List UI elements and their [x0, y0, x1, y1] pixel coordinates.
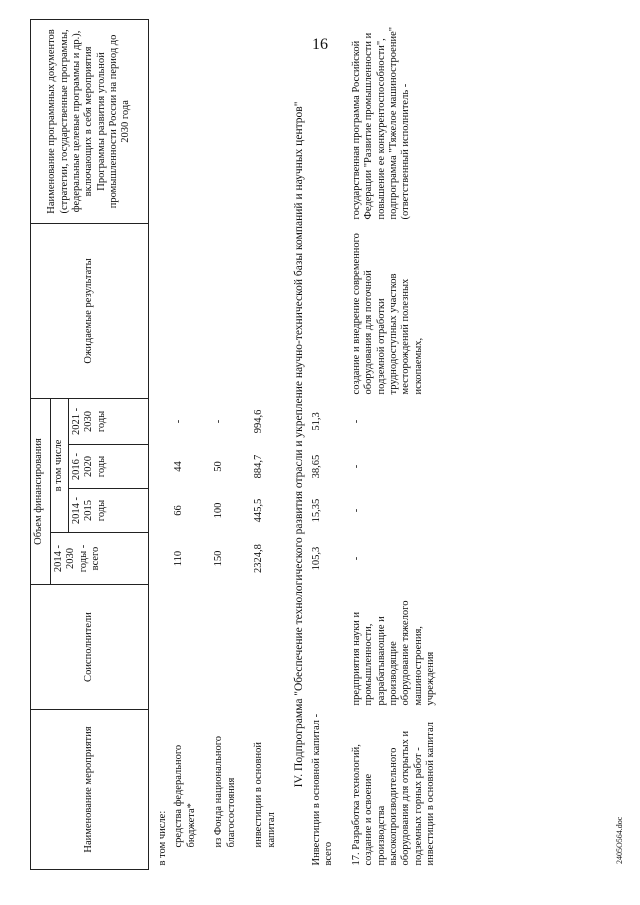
cell-p3: 994,6 — [253, 409, 265, 434]
table-row — [309, 19, 349, 869]
page-number: 16 — [312, 36, 328, 53]
rotated-table-page — [30, 20, 624, 870]
row-programs: государственная программа Российской Федерации "Развитие промышленности и повышение ее конкурентоспособности", подпрограмма "Тяжелое машиностроение" (ответственный исполнитель - — [350, 26, 412, 220]
subprogram-title: IV. Подпрограмма "Обеспечение технологического развития отрасли и укрепление научно-технической базы компаний и научных центров" — [293, 101, 306, 788]
table-row — [155, 19, 171, 869]
cell-total: - — [350, 556, 362, 561]
header-period-1: 2014 - 2015 годы — [69, 489, 149, 533]
program-table — [30, 19, 440, 870]
header-including: в том числе — [51, 398, 69, 532]
header-name: Наименование мероприятия — [31, 710, 149, 870]
header-executors: Соисполнители — [31, 585, 149, 710]
cell-p1: 445,5 — [253, 498, 265, 523]
row-label: из Фонда национального благосостояния — [213, 735, 237, 848]
table-row — [251, 19, 291, 869]
row-label: средства федерального бюджета* — [173, 744, 197, 848]
cell-p2: 50 — [213, 461, 225, 472]
header-total: 2014 - 2030 годы - всего — [51, 533, 149, 585]
cell-p1: 15,35 — [310, 498, 322, 523]
table-row-17 — [349, 19, 440, 869]
cell-total: 2324,8 — [253, 544, 265, 573]
header-results: Ожидаемые результаты — [31, 223, 149, 398]
header-funding: Объем финансирования — [31, 398, 51, 584]
cell-p1: 100 — [213, 502, 225, 519]
cell-total: 105,3 — [310, 546, 322, 571]
cell-p2: - — [350, 464, 362, 469]
row-label: инвестиции в основной капитал — [253, 742, 277, 848]
cell-p1: - — [350, 508, 362, 513]
row-executors: предприятия науки и промышленности, разрабатывающие и производящие оборудование тяжелого машиностроения, учреждения — [350, 600, 437, 706]
cell-p1: 66 — [173, 505, 185, 516]
file-footer: 2405О564.doc — [615, 816, 624, 864]
cell-total: 150 — [213, 550, 225, 567]
table-row — [171, 19, 211, 869]
row-label: в том числе: — [157, 810, 168, 866]
cell-p3: - — [173, 419, 185, 424]
header-period-3: 2021 - 2030 годы — [69, 398, 149, 444]
cell-p2: 38,65 — [310, 454, 322, 479]
header-period-2: 2016 - 2020 годы — [69, 445, 149, 489]
cell-total: 110 — [173, 550, 185, 567]
row-results: создание и внедрение современного оборудования для поточной подземной отработки труднодоступных участков месторождений полезных ископаемых, — [350, 233, 424, 395]
row-label: 17. Разработка технологий, создание и освоение производства высокопроизводительного оборудования для открытых и подземных горных работ - инвестиции в основной капитал — [350, 721, 437, 866]
row-label: Инвестиции в основной капитал - всего — [310, 713, 335, 866]
cell-p3: - — [213, 419, 225, 424]
table-row — [211, 19, 251, 869]
cell-p2: 44 — [173, 461, 185, 472]
cell-p3: 51,3 — [310, 412, 322, 431]
cell-p3: - — [350, 419, 362, 424]
header-programs: Наименование программных документов (стратегии, государственные программы, федеральные целевые программы и др.), включающих в себя мероприятия Программы развития угольной промышленности России на период до 2030 года — [31, 19, 149, 223]
cell-p2: 884,7 — [253, 454, 265, 479]
